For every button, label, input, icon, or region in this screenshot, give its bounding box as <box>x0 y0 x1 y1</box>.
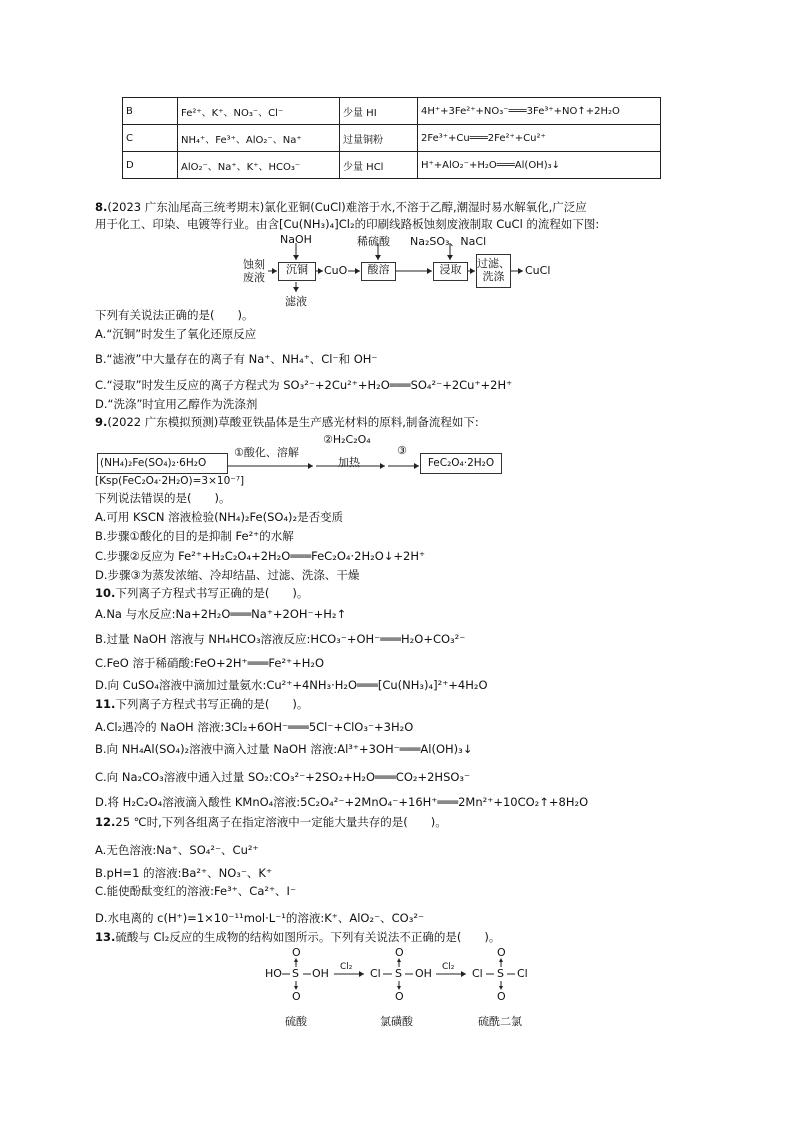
s1-left: HO <box>265 967 282 980</box>
flow-filtrate: 滤液 <box>285 295 307 308</box>
s1-name: 硫酸 <box>285 1015 307 1028</box>
q10-option-d: D.向 CuSO₄溶液中滴加过量氨水:Cu²⁺+4NH₃·H₂O═══[Cu(NH₃)₄]²⁺+4H₂O <box>95 678 488 692</box>
s3-o-bottom: O <box>497 990 506 1003</box>
s3-right: Cl <box>517 967 528 980</box>
q10-option-c: C.FeO 溶于稀硝酸:FeO+2H⁺═══Fe²⁺+H₂O <box>95 656 325 670</box>
q11-stem: 11.下列离子方程式书写正确的是( )。 <box>95 697 309 711</box>
q12-option-c: C.能使酚酞变红的溶液:Fe³⁺、Ca²⁺、I⁻ <box>95 884 297 898</box>
flow9-heat: 加热 <box>338 456 360 469</box>
s2-s: S <box>395 967 402 980</box>
q8-option-d: D.“洗涤”时宜用乙醇作为洗涤剂 <box>95 397 258 411</box>
q8-option-b: B.“滤液”中大量存在的离子有 Na⁺、NH₄⁺、Cl⁻和 OH⁻ <box>95 352 378 366</box>
q11-option-a: A.Cl₂遇冷的 NaOH 溶液:3Cl₂+6OH⁻═══5Cl⁻+ClO₃⁻+3H₂O <box>95 720 414 734</box>
s2-o-bottom: O <box>395 990 404 1003</box>
q12-option-a: A.无色溶液:Na⁺、SO₄²⁻、Cu²⁺ <box>95 843 259 857</box>
s1-o-bottom: O <box>292 990 301 1003</box>
q11-option-c: C.向 Na₂CO₃溶液中通入过量 SO₂:CO₃²⁻+2SO₂+H₂O═══CO₂+2HSO₃⁻ <box>95 770 471 784</box>
flow9-step1: ①酸化、溶解 <box>234 446 299 459</box>
table-row: D AlO₂⁻、Na⁺、K⁺、HCO₃⁻ 少量 HCl H⁺+AlO₂⁻+H₂O═══Al(OH)₃↓ <box>123 152 661 179</box>
q9-stem: 9.(2022 广东模拟预测)草酸亚铁晶体是生产感光材料的原料,制备流程如下: <box>95 415 479 429</box>
q9-option-b: B.步骤①酸化的目的是抑制 Fe²⁺的水解 <box>95 529 294 543</box>
s3-left: Cl <box>472 967 483 980</box>
q12-option-b: B.pH=1 的溶液:Ba²⁺、NO₃⁻、K⁺ <box>95 866 273 880</box>
q9-ksp: [Ksp(FeC₂O₄·2H₂O)=3×10⁻⁷] <box>95 475 245 487</box>
reagent-cl2-1: Cl₂ <box>340 962 353 972</box>
q9-option-d: D.步骤③为蒸发浓缩、冷却结晶、过滤、洗涤、干燥 <box>95 568 360 582</box>
flow9-start: (NH₄)₂Fe(SO₄)₂·6H₂O <box>97 453 228 474</box>
s3-s: S <box>497 967 504 980</box>
flow-step-dissolve: 酸溶 <box>361 262 396 281</box>
flow9-product: FeC₂O₄·2H₂O <box>420 453 502 474</box>
q11-option-b: B.向 NH₄Al(SO₄)₂溶液中滴入过量 NaOH 溶液:Al³⁺+3OH⁻═══Al(OH)₃↓ <box>95 742 473 756</box>
q10-option-b: B.过量 NaOH 溶液与 NH₄HCO₃溶液反应:HCO₃⁻+OH⁻═══H₂O+CO₃²⁻ <box>95 632 466 646</box>
q11-option-d: D.将 H₂C₂O₄溶液滴入酸性 KMnO₄溶液:5C₂O₄²⁻+2MnO₄⁻+16H⁺═══2Mn²⁺+10CO₂↑+8H₂O <box>95 795 589 809</box>
reagent-cl2-2: Cl₂ <box>442 962 455 972</box>
flow-step-leach: 浸取 <box>433 262 468 281</box>
q9-question: 下列说法错误的是( )。 <box>95 491 231 505</box>
q8-stem-line1: 8.(2023 广东汕尾高三统考期末)氯化亚铜(CuCl)难溶于水,不溶于乙醇,潮湿时易水解氧化,广泛应 <box>95 200 587 214</box>
s3-o-top: O <box>497 946 506 959</box>
table-row: C NH₄⁺、Fe³⁺、AlO₂⁻、Na⁺ 过量铜粉 2Fe³⁺+Cu═══2Fe²⁺+Cu²⁺ <box>123 125 661 152</box>
flow-reagent-acid: 稀硫酸 <box>357 235 390 248</box>
q13-stem: 13.硫酸与 Cl₂反应的生成物的结构如图所示。下列有关说法不正确的是( )。 <box>95 930 501 944</box>
flow9-step3: ③ <box>397 444 407 457</box>
flow-reagent-naoh: NaOH <box>280 233 312 246</box>
q10-option-a: A.Na 与水反应:Na+2H₂O═══Na⁺+2OH⁻+H₂↑ <box>95 607 347 621</box>
flow-cuo: CuO <box>324 264 348 277</box>
q8-stem-line2: 用于化工、印染、电镀等行业。由含[Cu(NH₃)₄]Cl₂的印刷线路板蚀刻废液制取 CuCl 的流程如下图: <box>95 217 600 231</box>
q12-stem: 12.25 ℃时,下列各组离子在指定溶液中一定能大量共存的是( )。 <box>95 815 447 829</box>
s1-s: S <box>292 967 299 980</box>
q8-question: 下列有关说法正确的是( )。 <box>95 308 254 322</box>
flow-step-precip: 沉铜 <box>278 262 316 281</box>
s1-o-top: O <box>292 946 301 959</box>
s2-right: OH <box>415 967 432 980</box>
q10-stem: 10.下列离子方程式书写正确的是( )。 <box>95 586 309 600</box>
flow-reagents-leach: Na₂SO₃、NaCl <box>410 235 487 248</box>
q8-option-a: A.“沉铜”时发生了氧化还原反应 <box>95 327 257 341</box>
flow-start-waste: 蚀刻废液 <box>243 258 265 284</box>
s3-name: 硫酰二氯 <box>478 1015 522 1028</box>
q8-option-c: C.“浸取”时发生反应的离子方程式为 SO₃²⁻+2Cu²⁺+H₂O═══SO₄²⁻+2Cu⁺+2H⁺ <box>95 378 513 392</box>
flow9-step2: ②H₂C₂O₄ <box>323 433 371 446</box>
q12-option-d: D.水电离的 c(H⁺)=1×10⁻¹¹mol·L⁻¹的溶液:K⁺、AlO₂⁻、CO₃²⁻ <box>95 911 425 925</box>
s2-o-top: O <box>395 946 404 959</box>
flow-product-cucl: CuCl <box>525 264 551 277</box>
q9-option-a: A.可用 KSCN 溶液检验(NH₄)₂Fe(SO₄)₂是否变质 <box>95 510 344 524</box>
s2-left: Cl <box>370 967 381 980</box>
table-row: B Fe²⁺、K⁺、NO₃⁻、Cl⁻ 少量 HI 4H⁺+3Fe²⁺+NO₃⁻═══3Fe³⁺+NO↑+2H₂O <box>123 98 661 125</box>
s2-name: 氯磺酸 <box>380 1015 413 1028</box>
s1-right: OH <box>312 967 329 980</box>
q9-option-c: C.步骤②反应为 Fe²⁺+H₂C₂O₄+2H₂O═══FeC₂O₄·2H₂O↓+2H⁺ <box>95 549 426 563</box>
flow-step-filter-wash: 过滤、洗涤 <box>476 254 511 288</box>
